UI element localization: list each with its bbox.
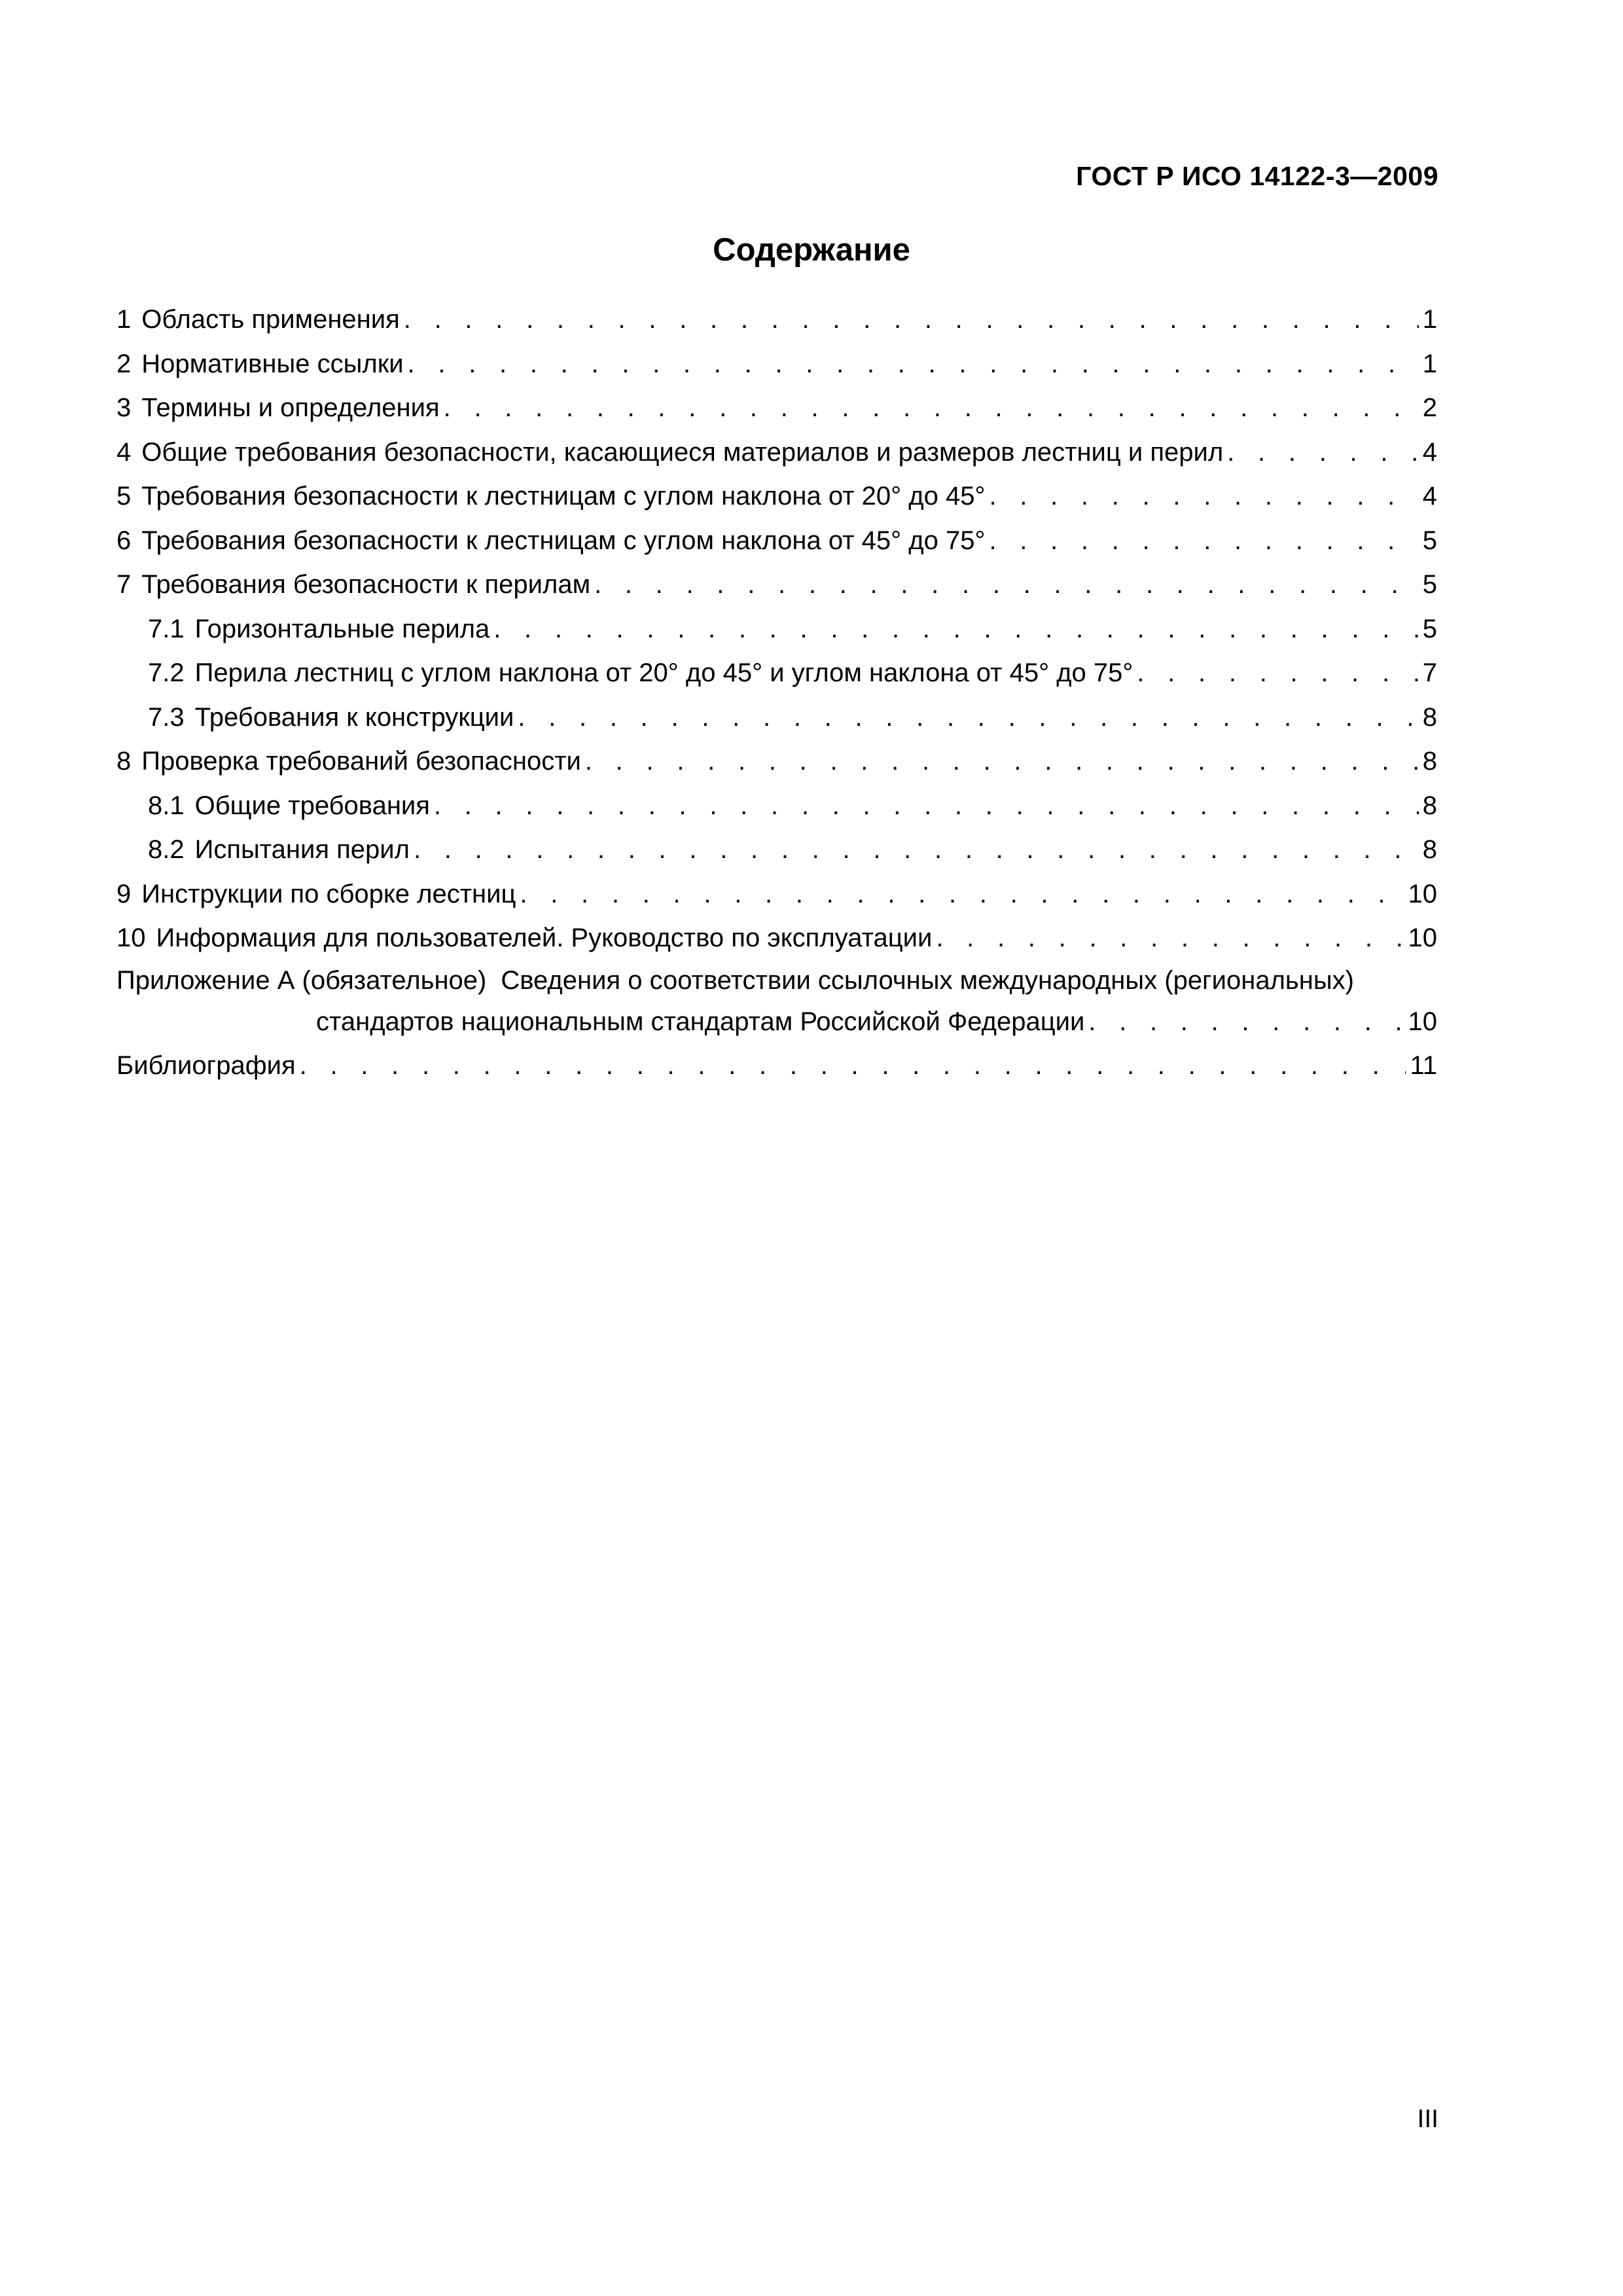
toc-entry-title: Нормативные ссылки [141, 349, 404, 378]
toc-annex-title-line1: Сведения о соответствии ссылочных международных (региональных) [501, 965, 1354, 995]
toc-entry-page: 10 [1408, 1007, 1437, 1036]
toc-leader-dots [408, 342, 1419, 387]
toc-entry-page: 8 [1422, 835, 1437, 864]
toc-entry-number: 1 [116, 305, 132, 334]
toc-entry-title: Требования безопасности к лестницам с углом наклона от 20° до 45° [141, 482, 986, 511]
toc-leader-dots [1137, 651, 1418, 696]
toc-annex-second-line [116, 1000, 1437, 1045]
toc-entry-number: 7.1 [148, 614, 185, 643]
toc-entry-page: 8 [1422, 747, 1437, 776]
toc-entry-number: 7 [116, 570, 132, 599]
toc-entry[interactable] [116, 916, 1437, 961]
toc-leader-dots [936, 916, 1404, 961]
toc-entry-page: 5 [1422, 526, 1437, 555]
toc-entry-page: 1 [1422, 305, 1437, 334]
toc-entry-number: 3 [116, 393, 132, 422]
toc-entry-title: Перила лестниц с углом наклона от 20° до 45° и углом наклона от 45° до 75° [194, 658, 1133, 687]
toc-entry-title: Общие требования [194, 791, 430, 820]
toc-entry-page: 8 [1422, 791, 1437, 820]
toc-title: Содержание [713, 232, 910, 268]
toc-entry-page: 4 [1422, 482, 1437, 511]
toc-entry-number: 2 [116, 349, 132, 378]
toc-leader-dots [594, 563, 1419, 607]
toc-entry-title: Требования безопасности к перилам [141, 570, 591, 599]
toc-entry[interactable] [116, 563, 1437, 607]
toc-leader-dots [1088, 1000, 1404, 1045]
toc-entry-title: Горизонтальные перила [194, 614, 490, 643]
toc-leader-dots [300, 1044, 1406, 1088]
toc-entry-page: 10 [1408, 924, 1437, 952]
toc-entry-title: Проверка требований безопасности [141, 747, 581, 776]
toc-entry[interactable] [116, 298, 1437, 342]
document-code: ГОСТ Р ИСО 14122-3—2009 [1076, 161, 1438, 191]
toc-entry-page: 4 [1422, 437, 1437, 467]
toc-subentry[interactable] [116, 828, 1437, 872]
toc-entry-page: 8 [1422, 702, 1437, 732]
toc-entry-title: Требования безопасности к лестницам с углом наклона от 45° до 75° [141, 526, 986, 555]
toc-entry-number: 5 [116, 482, 132, 511]
toc-entry[interactable] [116, 342, 1437, 387]
toc-entry-page: 11 [1410, 1051, 1437, 1080]
toc-annex-title-line2: стандартов национальным стандартам Российской Федерации [316, 1007, 1085, 1036]
toc-annex-label: Приложение А (обязательное) [116, 965, 487, 995]
toc-entry[interactable] [116, 519, 1437, 564]
toc-entry-page: 10 [1408, 879, 1437, 908]
toc-entry-number: 8 [116, 747, 132, 776]
toc-entry-number: 10 [116, 924, 146, 952]
toc-leader-dots [414, 828, 1419, 872]
toc-subentry[interactable] [116, 696, 1437, 740]
toc-leader-dots [434, 784, 1419, 829]
toc-leader-dots [493, 607, 1419, 652]
toc-subentry[interactable] [116, 607, 1437, 652]
toc-entry[interactable] [116, 872, 1437, 917]
toc-entry-number: 8.2 [148, 835, 185, 864]
toc-entry-page: 2 [1422, 393, 1437, 422]
toc-leader-dots [989, 475, 1418, 519]
toc-entry[interactable] [116, 475, 1437, 519]
toc-entry-title: Информация для пользователей. Руководство по эксплуатации [156, 924, 933, 952]
toc-annex-first-line [116, 961, 1437, 1000]
toc-entry-number: 7.3 [148, 702, 185, 732]
toc-subentry[interactable] [116, 784, 1437, 829]
toc-entry-title: Инструкции по сборке лестниц [141, 879, 516, 908]
toc-entry-page: 5 [1422, 570, 1437, 599]
toc-entry-title: Общие требования безопасности, касающиеся материалов и размеров лестниц и перил [141, 437, 1224, 467]
toc-entry-title: Испытания перил [194, 835, 410, 864]
toc-leader-dots [520, 872, 1404, 917]
toc-leader-dots [585, 740, 1419, 784]
toc-entry-title: Библиография [116, 1051, 296, 1080]
toc-annex-entry[interactable] [116, 961, 1437, 1045]
toc-entry[interactable] [116, 386, 1437, 431]
table-of-contents [116, 298, 1437, 1088]
toc-entry-number: 4 [116, 437, 132, 467]
toc-entry-title: Термины и определения [141, 393, 440, 422]
toc-entry-page: 7 [1422, 658, 1437, 687]
toc-entry-number: 7.2 [148, 658, 185, 687]
toc-leader-dots [989, 519, 1418, 564]
toc-entry-number: 9 [116, 879, 132, 908]
toc-entry-page: 5 [1422, 614, 1437, 643]
toc-bibliography-entry[interactable] [116, 1044, 1437, 1088]
toc-subentry[interactable] [116, 651, 1437, 696]
toc-entry-page: 1 [1422, 349, 1437, 378]
toc-entry-title: Требования к конструкции [194, 702, 514, 732]
toc-entry-number: 6 [116, 526, 132, 555]
page-number: III [1417, 2105, 1438, 2133]
toc-entry-title: Область применения [141, 305, 400, 334]
toc-leader-dots [444, 386, 1419, 431]
toc-entry[interactable] [116, 431, 1437, 475]
toc-leader-dots [1227, 431, 1419, 475]
toc-leader-dots [518, 696, 1418, 740]
toc-entry[interactable] [116, 740, 1437, 784]
toc-leader-dots [404, 298, 1419, 342]
toc-entry-number: 8.1 [148, 791, 185, 820]
